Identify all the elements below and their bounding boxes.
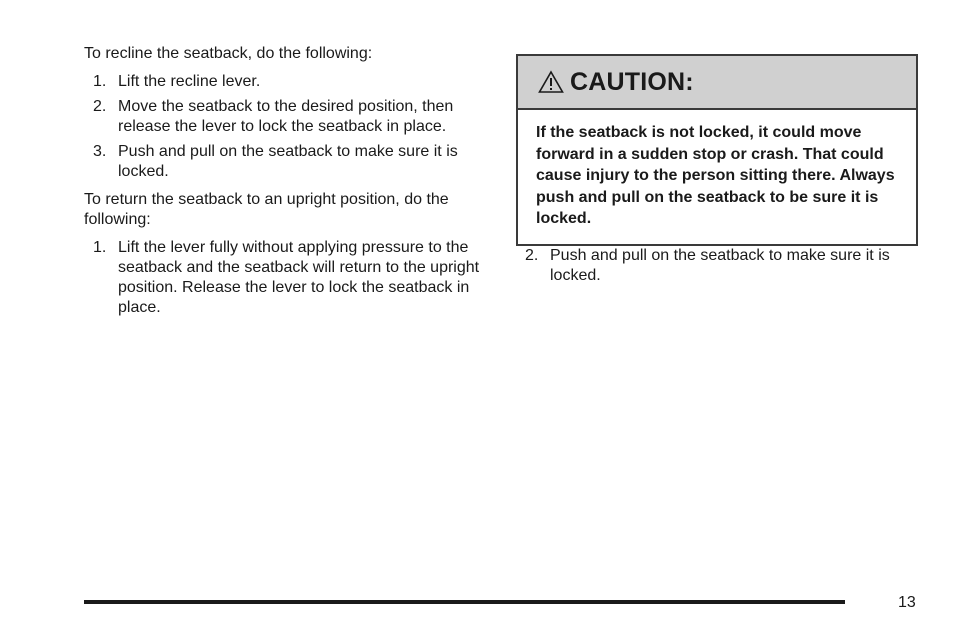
list-item — [84, 72, 494, 92]
caution-box — [516, 54, 918, 246]
list-item — [84, 142, 494, 182]
list-item — [516, 246, 918, 286]
step-text: Lift the lever fully without applying pressure to the seatback and the seatback will return to the upright position. Release the lever to lock the seatback in place. — [118, 239, 480, 316]
list-item — [84, 97, 494, 137]
footer-rule — [84, 600, 845, 604]
right-steps-list — [516, 246, 918, 286]
step-number: 2. — [525, 246, 539, 264]
step-number: 3. — [93, 143, 107, 160]
caution-header — [518, 56, 916, 110]
step-text: Lift the recline lever. — [118, 73, 261, 90]
warning-triangle-icon — [538, 70, 564, 94]
step-text: Push and pull on the seatback to make sure it is locked. — [118, 143, 458, 180]
recline-intro: To recline the seatback, do the following: — [84, 45, 373, 62]
page-number: 13 — [898, 594, 916, 611]
recline-steps-list — [84, 72, 494, 182]
step-number: 2. — [93, 98, 107, 115]
step-number: 1. — [93, 239, 107, 256]
upright-steps-list — [84, 238, 494, 318]
left-column — [84, 44, 494, 326]
upright-intro: To return the seatback to an upright position, do the following: — [84, 191, 449, 228]
caution-title: CAUTION: — [570, 67, 694, 96]
caution-body: If the seatback is not locked, it could move forward in a sudden stop or crash. That could cause injury to the person sitting there. Always push and pull on the seatback to be sure it is locked. — [536, 124, 895, 227]
step-text: Move the seatback to the desired position, then release the lever to lock the seatback in place. — [118, 98, 454, 135]
right-column — [516, 54, 918, 294]
step-number: 1. — [93, 73, 107, 90]
list-item — [84, 238, 494, 318]
step-text: Push and pull on the seatback to make sure it is locked. — [550, 246, 890, 284]
